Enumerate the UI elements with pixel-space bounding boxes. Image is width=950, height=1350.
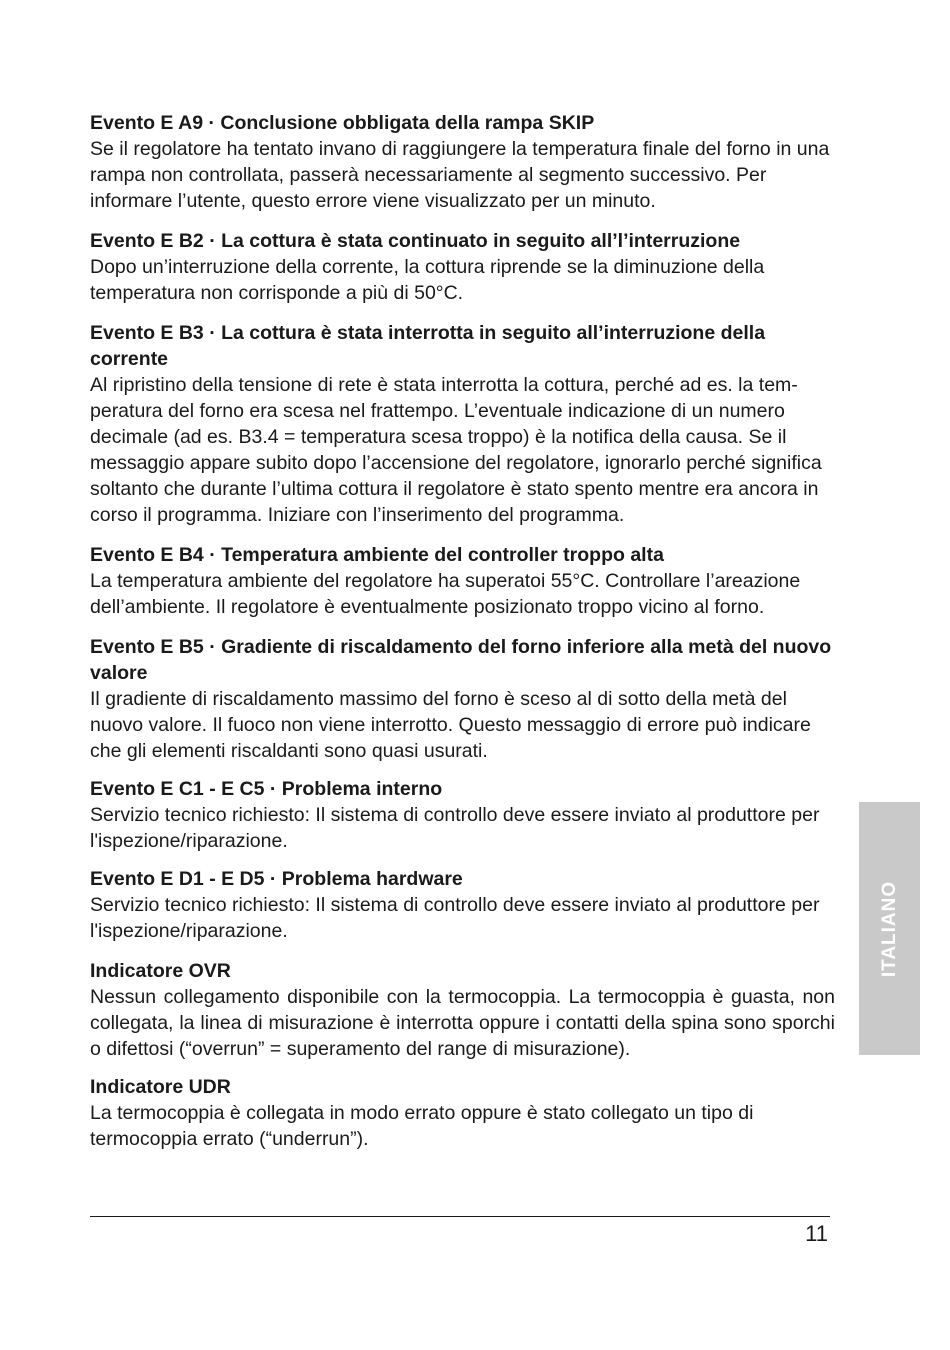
section-heading: Evento E B3 · La cottura è stata interrotta in seguito all’interruzione della corrente <box>90 322 766 370</box>
section-heading: Evento E B5 · Gradiente di riscaldamento del forno inferiore alla metà del nuovo valore <box>90 636 832 684</box>
section-ovr <box>90 958 835 1062</box>
section-heading: Evento E A9 · Conclusione obbligata della rampa SKIP <box>90 112 595 134</box>
section-e-c1-c5 <box>90 776 835 854</box>
section-body: La termocoppia è collegata in modo errato oppure è stato collegato un tipo di termocoppia errato (“underrun”). <box>90 1102 754 1150</box>
footer-divider <box>90 1216 830 1217</box>
section-body: Nessun collegamento disponibile con la termocoppia. La termocoppia è guasta, non collegata, la linea di misurazione è interrotta oppure i contatti della spina sono sporchi o difettosi (“overrun” = superamento del range di misurazione). <box>90 986 835 1060</box>
section-heading: Evento E B4 · Temperatura ambiente del controller troppo alta <box>90 544 664 566</box>
section-heading: Evento E C1 - E C5 · Problema interno <box>90 778 443 800</box>
section-udr <box>90 1074 835 1152</box>
section-body: La temperatura ambiente del regolatore ha superatoi 55°C. Controllare l’areazione dell’ambiente. Il regolatore è eventualmente posizionato troppo vicino al forno. <box>90 570 801 618</box>
section-heading: Evento E D1 - E D5 · Problema hardware <box>90 868 463 890</box>
document-page <box>90 110 835 1152</box>
section-body: Al ripristino della tensione di rete è stata interrotta la cottura, perché ad es. la tem-peratura del forno era scesa nel frattempo. L’eventuale indicazione di un numero decimale (ad es. B3.4 = temperatura scesa troppo) è la notifica della causa. Se il messaggio appare subito dopo l’accensione del regolatore, ignorarlo perché significa soltanto che durante l’ultima cottura il regolatore è stato spento mentre era ancora in corso il programma. Iniziare con l’inserimento del programma. <box>90 374 822 526</box>
section-heading: Indicatore OVR <box>90 960 231 982</box>
section-body: Dopo un’interruzione della corrente, la cottura riprende se la diminuzione della temperatura non corrisponde a più di 50°C. <box>90 256 765 304</box>
side-tab-label: ITALIANO <box>878 880 900 977</box>
section-heading: Evento E B2 · La cottura è stata continuato in seguito all’l’interruzione <box>90 230 741 252</box>
language-side-tab <box>859 802 920 1055</box>
section-heading: Indicatore UDR <box>90 1076 231 1098</box>
section-e-b4 <box>90 542 835 620</box>
section-body: Il gradiente di riscaldamento massimo del forno è sceso al di sotto della metà del nuovo valore. Il fuoco non viene interrotto. Questo messaggio di errore può indicare che gli elementi riscaldanti sono quasi usurati. <box>90 688 811 762</box>
section-e-d1-d5 <box>90 866 835 944</box>
page-number: 11 <box>805 1221 828 1246</box>
section-body: Servizio tecnico richiesto: Il sistema di controllo deve essere inviato al produttore per l'ispezione/riparazione. <box>90 894 820 942</box>
section-body: Servizio tecnico richiesto: Il sistema di controllo deve essere inviato al produttore per l'ispezione/riparazione. <box>90 804 820 852</box>
section-body: Se il regolatore ha tentato invano di raggiungere la temperatura finale del forno in una rampa non controllata, passerà necessariamente al segmento successivo. Per informare l’utente, questo errore viene visualizzato per un minuto. <box>90 138 830 212</box>
section-e-b3 <box>90 320 835 528</box>
section-e-a9 <box>90 110 835 214</box>
section-e-b2 <box>90 228 835 306</box>
section-e-b5 <box>90 634 835 764</box>
